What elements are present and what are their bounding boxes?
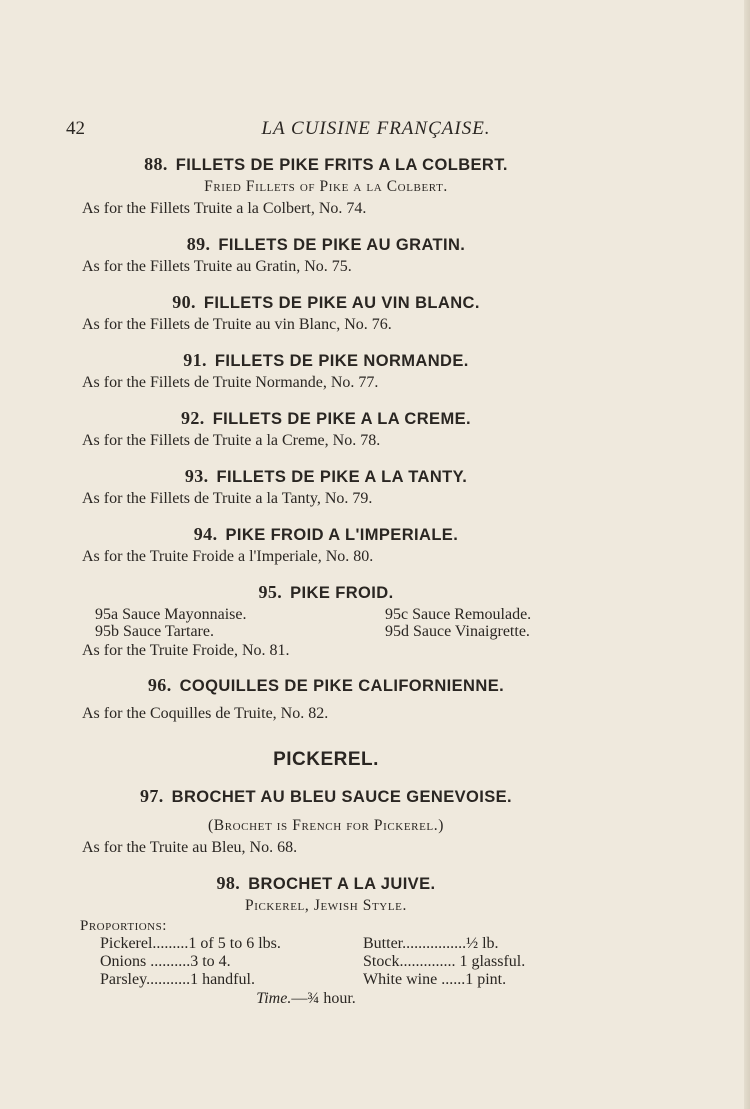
cooking-time [82,989,570,1009]
recipe-text: As for the Truite Froide a l'Imperiale, No. 80. [82,548,374,565]
recipe-title: FILLETS DE PIKE A LA CREME. [212,410,471,428]
recipe-number: 88. [144,154,168,174]
recipe-title: BROCHET A LA JUIVE. [248,875,436,893]
proportions-list [82,935,570,989]
page-edge [744,0,750,1109]
sauce-item: 95b Sauce Tartare. [95,623,214,640]
sauce-item: 95d Sauce Vinaigrette. [385,623,530,640]
page-number: 42 [66,118,85,139]
recipe-heading [82,348,570,372]
ingredient: White wine ......1 pint. [363,971,507,988]
page-header [66,118,686,144]
recipe-heading [82,152,570,176]
recipe-title: PIKE FROID. [290,584,394,602]
recipe-title: FILLETS DE PIKE AU VIN BLANC. [203,294,480,312]
page-body [82,152,570,1009]
recipe-number: 89. [186,234,211,254]
recipe-title: FILLETS DE PIKE A LA TANTY. [216,468,468,486]
running-title: LA CUISINE FRANÇAISE. [261,118,491,139]
recipe-number: 95. [258,582,283,602]
recipe-title: BROCHET AU BLEU SAUCE GENEVOISE. [171,788,513,806]
ingredient: Pickerel.........1 of 5 to 6 lbs. [100,935,281,952]
sauce-item: 95a Sauce Mayonnaise. [95,606,247,623]
recipe-heading [82,784,570,808]
recipe-text: As for the Fillets Truite au Gratin, No. 75. [82,258,352,275]
recipe-title: PIKE FROID A L'IMPERIALE. [225,526,459,544]
recipe-heading [82,464,570,488]
recipe-number: 96. [147,675,172,695]
recipe-number: 97. [139,786,164,806]
sauce-item: 95c Sauce Remoulade. [385,606,532,623]
recipe-number: 94. [193,524,218,544]
recipe-heading [82,232,570,256]
recipe-heading [82,580,570,604]
sauce-list [82,606,570,640]
recipe-heading [82,871,570,895]
ingredient: Parsley...........1 handful. [100,971,255,988]
recipe-number: 90. [172,292,196,312]
recipe-heading [82,406,570,430]
time-value: —¾ hour. [291,990,356,1007]
recipe-text: As for the Fillets de Truite Normande, No. 77. [82,374,379,391]
recipe-text: As for the Coquilles de Truite, No. 82. [82,705,329,722]
recipe-text: As for the Fillets Truite a la Colbert, No. 74. [82,200,367,217]
recipe-subtitle: (Brochet is French for Pickerel.) [208,817,444,834]
recipe-title: FILLETS DE PIKE NORMANDE. [214,352,469,370]
recipe-title: COQUILLES DE PIKE CALIFORNIENNE. [179,677,505,695]
recipe-subtitle: Fried Fillets of Pike a la Colbert. [204,178,448,195]
recipe-number: 98. [216,873,241,893]
recipe-subtitle: Pickerel, Jewish Style. [245,897,407,914]
recipe-heading [82,290,570,314]
ingredient: Onions ..........3 to 4. [100,953,231,970]
recipe-title: FILLETS DE PIKE FRITS A LA COLBERT. [175,156,508,174]
time-label: Time. [256,990,292,1007]
recipe-number: 93. [184,466,209,486]
recipe-number: 92. [180,408,205,428]
recipe-title: FILLETS DE PIKE AU GRATIN. [218,236,466,254]
recipe-text: As for the Truite Froide, No. 81. [82,642,290,659]
recipe-number: 91. [183,350,207,370]
recipe-text: As for the Fillets de Truite a la Tanty, No. 79. [82,490,373,507]
recipe-heading [82,522,570,546]
recipe-heading [82,673,570,697]
ingredient: Butter................½ lb. [363,935,499,952]
ingredient: Stock.............. 1 glassful. [363,953,526,970]
recipe-text: As for the Truite au Bleu, No. 68. [82,839,298,856]
proportions-label: Proportions: [80,918,167,934]
recipe-text: As for the Fillets de Truite au vin Blanc, No. 76. [82,316,392,333]
section-title: PICKEREL. [273,749,379,770]
recipe-text: As for the Fillets de Truite a la Creme, No. 78. [82,432,381,449]
